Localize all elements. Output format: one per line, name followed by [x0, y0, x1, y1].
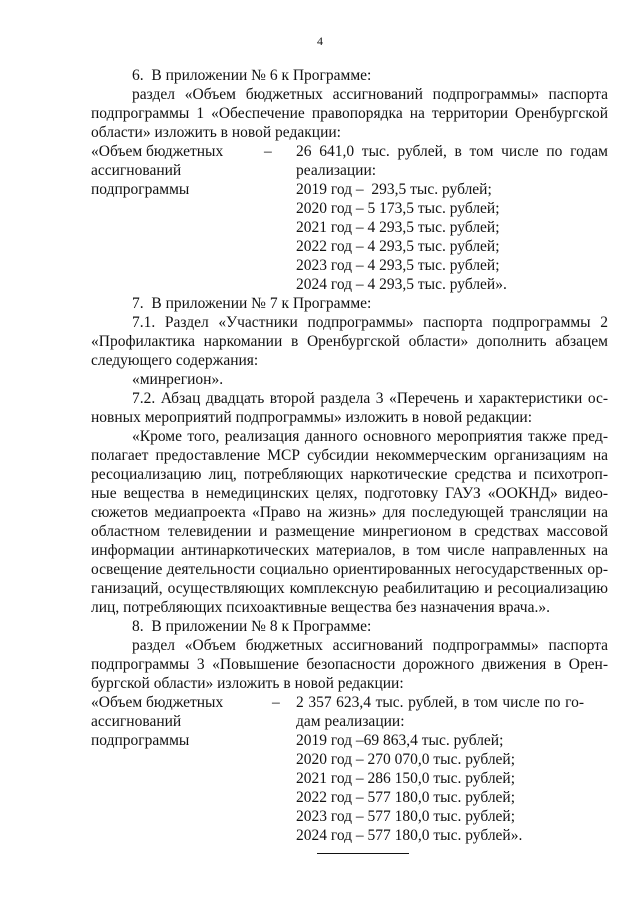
section8-year: 2023 год – 577 180,0 тыс. рублей; [296, 808, 516, 825]
section7-1-line: следующего содержания: [91, 352, 259, 369]
quote-line: информации антинаркотических материалов, в том числе направленных на [91, 542, 608, 559]
quote-line: освещение деятельности социально ориентированных негосударственных ор- [91, 561, 608, 578]
quote-line: ресоциализацию лиц, потребляющих наркотические средства и психотроп- [91, 466, 608, 483]
page-number: 4 [317, 34, 323, 48]
section8-para-line: бургской области» изложить в новой редакции: [91, 675, 404, 692]
section8-label-line: «Объем бюджетных [91, 694, 224, 711]
section6-year: 2019 год – 293,5 тыс. рублей; [296, 181, 492, 198]
section8-year: 2019 год –69 863,4 тыс. рублей; [296, 732, 504, 749]
section8-year: 2024 год – 577 180,0 тыс. рублей». [296, 827, 523, 844]
section8-total-line: дам реализации: [296, 713, 405, 730]
minregion-text: «минрегион». [132, 371, 224, 388]
section7-1-line: «Профилактика наркомании в Оренбургской области» дополнить абзацем [91, 333, 608, 350]
section6-label-line: ассигнований [91, 162, 182, 179]
section8-label-line: ассигнований [91, 713, 182, 730]
section8-year: 2022 год – 577 180,0 тыс. рублей; [296, 789, 516, 806]
section7-2-line: новных мероприятий подпрограммы» изложить в новой редакции: [91, 409, 533, 426]
section8-para-line: подпрограммы 3 «Повышение безопасности дорожного движения в Орен- [91, 656, 608, 673]
section6-dash: – [264, 143, 272, 160]
section7-2-line: 7.2. Абзац двадцать второй раздела 3 «Перечень и характеристики ос- [132, 390, 608, 407]
section6-year: 2021 год – 4 293,5 тыс. рублей; [296, 219, 500, 236]
section6-para-line: подпрограммы 1 «Обеспечение правопорядка на территории Оренбургской [91, 105, 608, 122]
section8-heading: 8. В приложении № 8 к Программе: [132, 618, 372, 635]
quote-line: сюжетов медиапроекта «Право на жизнь» для последующей трансляции на [91, 504, 608, 521]
section6-heading: 6. В приложении № 6 к Программе: [132, 67, 372, 84]
quote-line: «Кроме того, реализация данного основного мероприятия также пред- [132, 428, 608, 445]
section6-year: 2020 год – 5 173,5 тыс. рублей; [296, 200, 500, 217]
section8-dash: – [272, 694, 280, 711]
section6-label-line: «Объем бюджетных [91, 143, 224, 160]
quote-line: ганизаций, осуществляющих комплексную реабилитацию и ресоциализацию [91, 580, 608, 597]
section6-year: 2022 год – 4 293,5 тыс. рублей; [296, 238, 500, 255]
section8-total-line: 2 357 623,4 тыс. рублей, в том числе по го- [296, 694, 584, 711]
quote-line: полагает предоставление МСР субсидии некоммерческим организациям на [91, 447, 608, 464]
quote-line: ные вещества в немедицинских целях, подготовку ГАУЗ «ООКНД» видео- [91, 485, 608, 502]
section6-label-line: подпрограммы [91, 181, 190, 198]
section8-para-line: раздел «Объем бюджетных ассигнований подпрограммы» паспорта [132, 637, 608, 654]
section6-total-line: 26 641,0 тыс. рублей, в том числе по годам [296, 143, 608, 160]
section6-para-line: раздел «Объем бюджетных ассигнований подпрограммы» паспорта [132, 86, 608, 103]
section7-1-line: 7.1. Раздел «Участники подпрограммы» паспорта подпрограммы 2 [132, 314, 608, 331]
quote-line: лиц, потребляющих психоактивные вещества без назначения врача.». [91, 599, 550, 616]
section6-total-line: реализации: [296, 162, 377, 179]
section8-year: 2020 год – 270 070,0 тыс. рублей; [296, 751, 516, 768]
section6-year: 2024 год – 4 293,5 тыс. рублей». [296, 276, 507, 293]
section8-label-line: подпрограммы [91, 732, 190, 749]
end-separator-line [317, 853, 409, 854]
section7-heading: 7. В приложении № 7 к Программе: [132, 295, 372, 312]
section8-year: 2021 год – 286 150,0 тыс. рублей; [296, 770, 516, 787]
section6-para-line: области» изложить в новой редакции: [91, 124, 341, 141]
quote-line: областном телевидении и размещение минрегионом в средствах массовой [91, 523, 608, 540]
section6-year: 2023 год – 4 293,5 тыс. рублей; [296, 257, 500, 274]
